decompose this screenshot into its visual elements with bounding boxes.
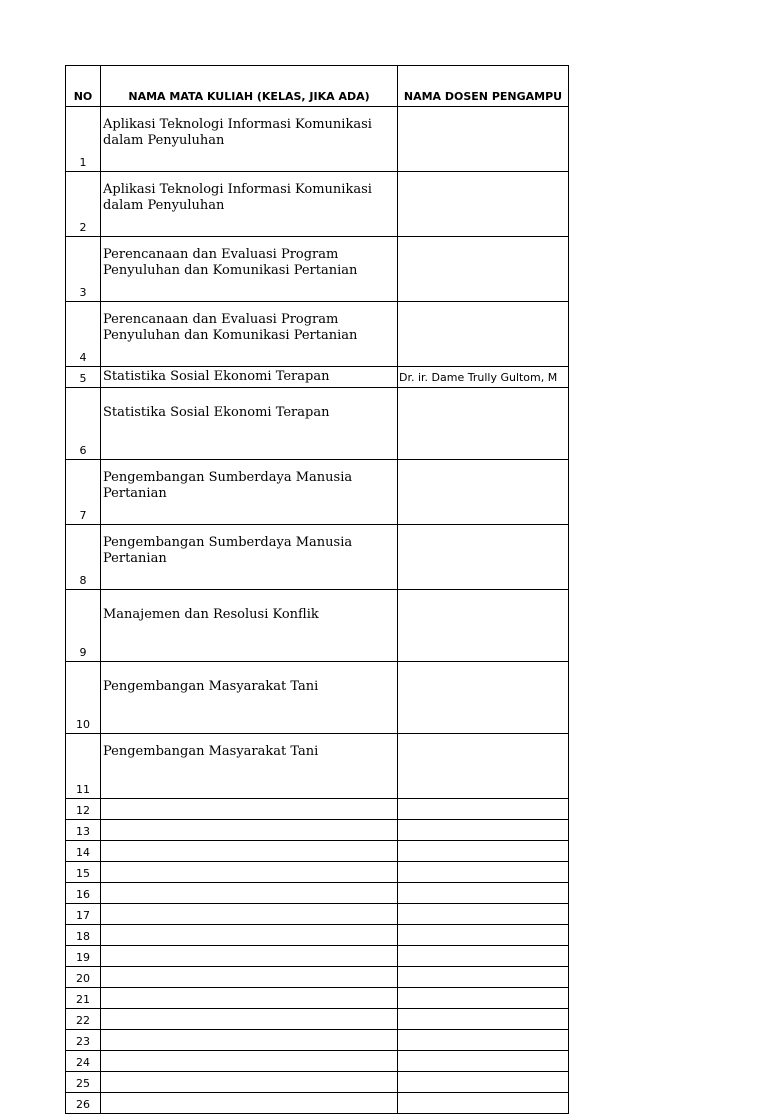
- row-number[interactable]: 20: [66, 967, 101, 988]
- header-no: NO: [66, 66, 101, 107]
- table-row: [66, 172, 569, 237]
- course-name-cell[interactable]: [101, 988, 398, 1009]
- lecturer-name-cell[interactable]: [398, 172, 569, 237]
- course-name-cell[interactable]: [101, 1009, 398, 1030]
- lecturer-name-cell[interactable]: [398, 820, 569, 841]
- row-number[interactable]: 17: [66, 904, 101, 925]
- course-name-cell[interactable]: [101, 1072, 398, 1093]
- lecturer-name-cell[interactable]: [398, 967, 569, 988]
- lecturer-name-cell[interactable]: [398, 799, 569, 820]
- table-row: [66, 734, 569, 799]
- row-number[interactable]: 16: [66, 883, 101, 904]
- lecturer-name-cell[interactable]: [398, 883, 569, 904]
- table-row: [66, 946, 569, 967]
- header-course-name: NAMA MATA KULIAH (KELAS, JIKA ADA): [101, 66, 398, 107]
- lecturer-name-cell[interactable]: [398, 590, 569, 662]
- table-row: [66, 820, 569, 841]
- row-number[interactable]: 13: [66, 820, 101, 841]
- row-number[interactable]: 12: [66, 799, 101, 820]
- spreadsheet-page: [65, 65, 568, 1114]
- row-number[interactable]: 18: [66, 925, 101, 946]
- row-number[interactable]: 2: [66, 172, 101, 237]
- lecturer-name-cell[interactable]: [398, 662, 569, 734]
- row-number[interactable]: 7: [66, 460, 101, 525]
- course-name-cell[interactable]: [101, 946, 398, 967]
- lecturer-name-cell[interactable]: [398, 946, 569, 967]
- course-name-cell[interactable]: Pengembangan Masyarakat Tani: [101, 662, 398, 734]
- lecturer-name-cell[interactable]: [398, 1051, 569, 1072]
- course-name-cell[interactable]: [101, 1051, 398, 1072]
- course-name-cell[interactable]: [101, 925, 398, 946]
- course-name-cell[interactable]: Pengembangan Sumberdaya Manusia Pertanian: [101, 460, 398, 525]
- table-row: [66, 237, 569, 302]
- table-row: [66, 799, 569, 820]
- row-number[interactable]: 3: [66, 237, 101, 302]
- table-row: [66, 460, 569, 525]
- table-row: [66, 388, 569, 460]
- lecturer-name-cell[interactable]: [398, 925, 569, 946]
- lecturer-name-cell[interactable]: [398, 904, 569, 925]
- table-row: [66, 925, 569, 946]
- course-name-cell[interactable]: [101, 862, 398, 883]
- course-name-cell[interactable]: [101, 967, 398, 988]
- course-name-cell[interactable]: Statistika Sosial Ekonomi Terapan: [101, 367, 398, 388]
- table-row: [66, 967, 569, 988]
- lecturer-name-cell[interactable]: [398, 734, 569, 799]
- table-row: [66, 1072, 569, 1093]
- table-row: [66, 883, 569, 904]
- row-number[interactable]: 4: [66, 302, 101, 367]
- course-name-cell[interactable]: [101, 820, 398, 841]
- table-row: [66, 862, 569, 883]
- table-row: [66, 1093, 569, 1114]
- course-name-cell[interactable]: [101, 1030, 398, 1051]
- course-name-cell[interactable]: Pengembangan Sumberdaya Manusia Pertanian: [101, 525, 398, 590]
- table-row: [66, 662, 569, 734]
- table-row: [66, 107, 569, 172]
- course-name-cell[interactable]: [101, 883, 398, 904]
- row-number[interactable]: 26: [66, 1093, 101, 1114]
- lecturer-name-cell[interactable]: [398, 525, 569, 590]
- table-row: [66, 1051, 569, 1072]
- course-name-cell[interactable]: Statistika Sosial Ekonomi Terapan: [101, 388, 398, 460]
- row-number[interactable]: 21: [66, 988, 101, 1009]
- table-row: [66, 302, 569, 367]
- table-row: [66, 1009, 569, 1030]
- row-number[interactable]: 5: [66, 367, 101, 388]
- lecturer-name-cell[interactable]: [398, 862, 569, 883]
- lecturer-name-cell[interactable]: [398, 460, 569, 525]
- table-row: [66, 367, 569, 388]
- row-number[interactable]: 23: [66, 1030, 101, 1051]
- lecturer-name-cell[interactable]: [398, 237, 569, 302]
- row-number[interactable]: 24: [66, 1051, 101, 1072]
- course-name-cell[interactable]: [101, 841, 398, 862]
- row-number[interactable]: 6: [66, 388, 101, 460]
- table-row: [66, 841, 569, 862]
- lecturer-name-cell[interactable]: [398, 388, 569, 460]
- row-number[interactable]: 15: [66, 862, 101, 883]
- lecturer-name-cell[interactable]: [398, 1030, 569, 1051]
- lecturer-name-cell[interactable]: [398, 1009, 569, 1030]
- course-name-cell[interactable]: [101, 1093, 398, 1114]
- course-name-cell[interactable]: Perencanaan dan Evaluasi Program Penyuluhan dan Komunikasi Pertanian: [101, 302, 398, 367]
- row-number[interactable]: 11: [66, 734, 101, 799]
- lecturer-name-cell[interactable]: [398, 1093, 569, 1114]
- lecturer-name-cell[interactable]: [398, 302, 569, 367]
- header-lecturer-name: NAMA DOSEN PENGAMPU: [398, 66, 569, 107]
- row-number[interactable]: 10: [66, 662, 101, 734]
- course-name-cell[interactable]: Aplikasi Teknologi Informasi Komunikasi dalam Penyuluhan: [101, 172, 398, 237]
- header-row: [66, 66, 569, 107]
- lecturer-name-cell[interactable]: [398, 988, 569, 1009]
- row-number[interactable]: 25: [66, 1072, 101, 1093]
- course-name-cell[interactable]: Perencanaan dan Evaluasi Program Penyuluhan dan Komunikasi Pertanian: [101, 237, 398, 302]
- row-number[interactable]: 9: [66, 590, 101, 662]
- lecturer-name-cell[interactable]: Dr. ir. Dame Trully Gultom, M: [398, 367, 569, 388]
- course-name-cell[interactable]: [101, 904, 398, 925]
- lecturer-name-cell[interactable]: [398, 1072, 569, 1093]
- row-number[interactable]: 8: [66, 525, 101, 590]
- table-row: [66, 904, 569, 925]
- course-name-cell[interactable]: Aplikasi Teknologi Informasi Komunikasi dalam Penyuluhan: [101, 107, 398, 172]
- row-number[interactable]: 1: [66, 107, 101, 172]
- row-number[interactable]: 14: [66, 841, 101, 862]
- lecturer-name-cell[interactable]: [398, 107, 569, 172]
- course-lecturer-table: [65, 65, 569, 1114]
- row-number[interactable]: 22: [66, 1009, 101, 1030]
- course-name-cell[interactable]: [101, 799, 398, 820]
- table-row: [66, 1030, 569, 1051]
- table-row: [66, 988, 569, 1009]
- course-name-cell[interactable]: Manajemen dan Resolusi Konflik: [101, 590, 398, 662]
- table-row: [66, 590, 569, 662]
- lecturer-name-cell[interactable]: [398, 841, 569, 862]
- course-name-cell[interactable]: Pengembangan Masyarakat Tani: [101, 734, 398, 799]
- table-row: [66, 525, 569, 590]
- row-number[interactable]: 19: [66, 946, 101, 967]
